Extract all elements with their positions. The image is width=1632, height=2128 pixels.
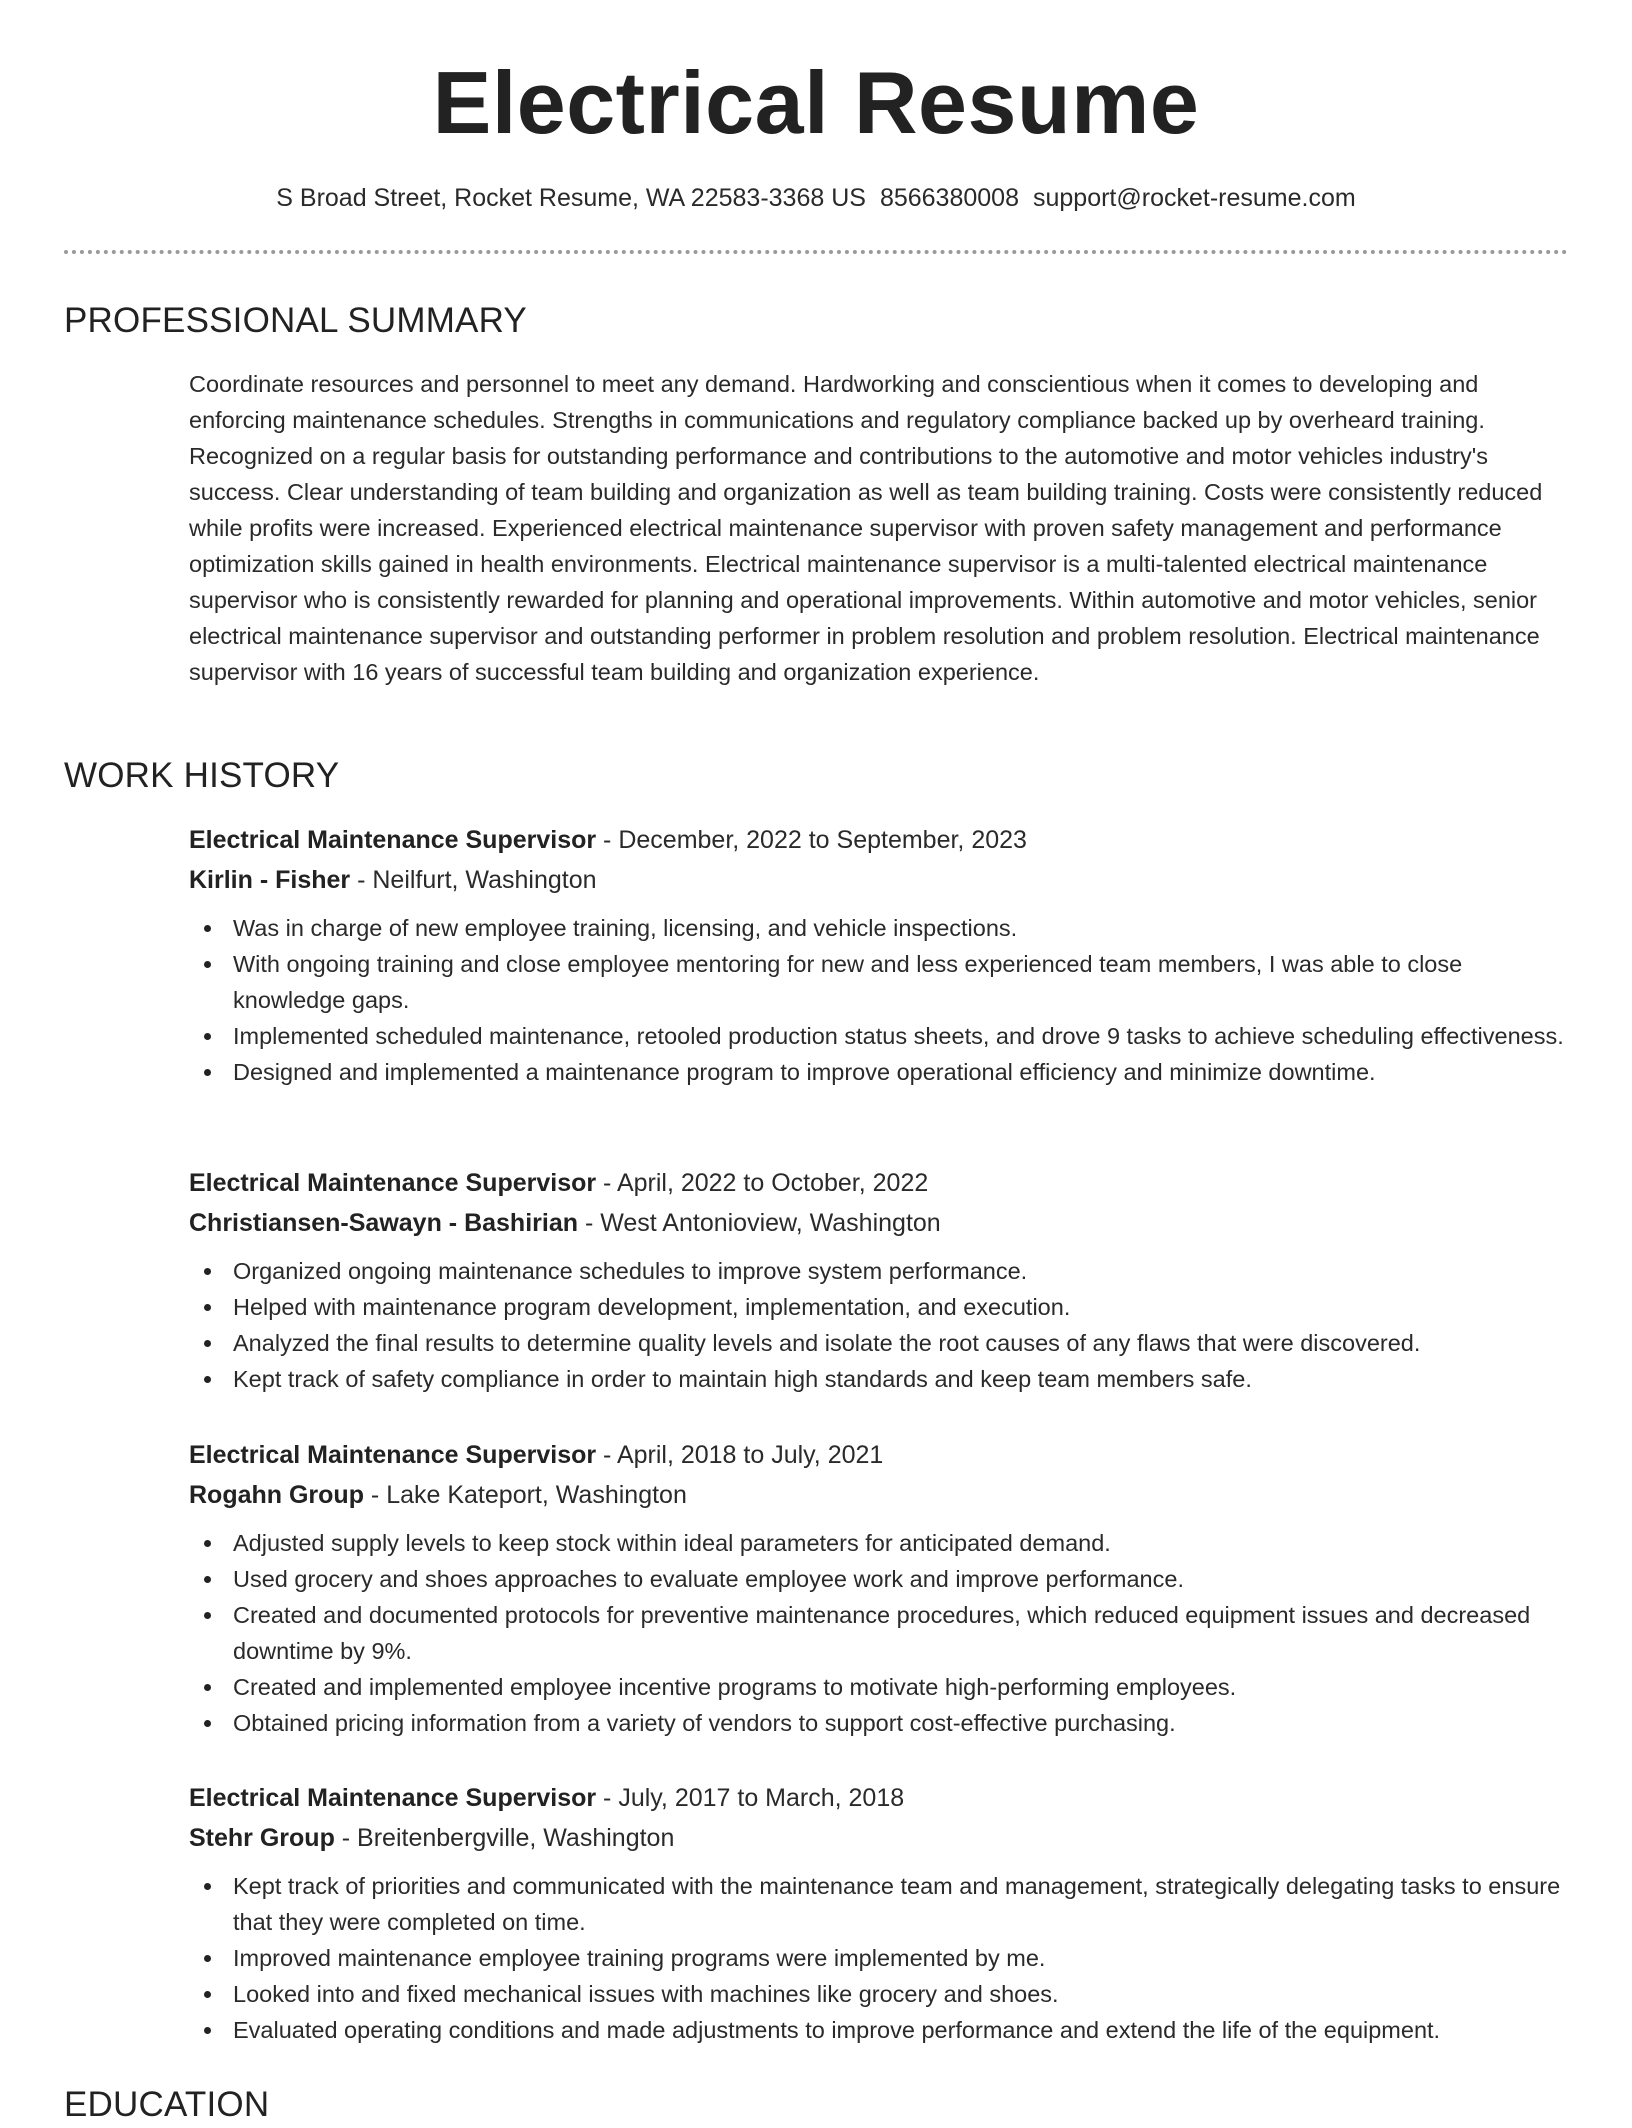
job-title: Electrical Maintenance Supervisor [189,826,597,854]
job-company: Kirlin - Fisher [189,866,351,894]
job-title-line [189,1778,1569,1818]
job-title-line [189,1163,1569,1203]
job-bullet: Designed and implemented a maintenance program to improve operational efficiency and minimize downtime. [189,1054,1569,1090]
job-dates: - December, 2022 to September, 2023 [596,826,1027,854]
job-company: Stehr Group [189,1824,335,1852]
job-bullets [189,910,1569,1090]
job-bullets [189,1253,1569,1397]
job-bullet: Used grocery and shoes approaches to evaluate employee work and improve performance. [189,1561,1569,1597]
summary-text: Coordinate resources and personnel to meet any demand. Hardworking and conscientious when it comes to developing and enforcing maintenance schedules. Strengths in communications and regulatory compliance backed up by overheard training. Recognized on a regular basis for outstanding performance and contributions to the automotive and motor vehicles industry's success. Clear understanding of team building and organization as well as team building training. Costs were consistently reduced while profits were increased. Experienced electrical maintenance supervisor with proven safety management and performance optimization skills gained in health environments. Electrical maintenance supervisor is a multi-talented electrical maintenance supervisor who is consistently rewarded for planning and operational improvements. Within automotive and motor vehicles, senior electrical maintenance supervisor and outstanding performer in problem resolution and problem resolution. Electrical maintenance supervisor with 16 years of successful team building and organization experience. [189,371,1543,685]
job-bullet: Was in charge of new employee training, licensing, and vehicle inspections. [189,910,1569,946]
job-bullet: Helped with maintenance program development, implementation, and execution. [189,1289,1569,1325]
job-bullet: Looked into and fixed mechanical issues with machines like grocery and shoes. [189,1976,1569,2012]
job-title: Electrical Maintenance Supervisor [189,1784,597,1812]
job-entry [189,1435,1569,1741]
job-dates: - April, 2022 to October, 2022 [596,1169,929,1197]
job-bullet: With ongoing training and close employee mentoring for new and less experienced team members, I was able to close knowledge gaps. [189,946,1569,1018]
job-company: Christiansen-Sawayn - Bashirian [189,1209,579,1237]
job-company-line [189,1475,1569,1515]
contact-line [0,178,1632,218]
resume-title: Electrical Resume [432,53,1200,152]
job-title-line [189,1435,1569,1475]
job-bullet: Obtained pricing information from a variety of vendors to support cost-effective purchasing. [189,1705,1569,1741]
job-entry [189,1163,1569,1397]
contact-address: S Broad Street, Rocket Resume, WA 22583-3368 US [276,184,866,212]
job-bullet: Created and documented protocols for preventive maintenance procedures, which reduced equipment issues and decreased downtime by 9%. [189,1597,1569,1669]
job-title: Electrical Maintenance Supervisor [189,1441,597,1469]
job-bullet: Improved maintenance employee training programs were implemented by me. [189,1940,1569,1976]
job-title: Electrical Maintenance Supervisor [189,1169,597,1197]
job-company-line [189,860,1569,900]
job-bullet: Organized ongoing maintenance schedules to improve system performance. [189,1253,1569,1289]
job-company-line [189,1203,1569,1243]
job-dates: - April, 2018 to July, 2021 [596,1441,884,1469]
job-company-line [189,1818,1569,1858]
job-bullet: Kept track of priorities and communicated with the maintenance team and management, strategically delegating tasks to ensure that they were completed on time. [189,1868,1569,1940]
job-bullet: Implemented scheduled maintenance, retooled production status sheets, and drove 9 tasks to achieve scheduling effectiveness. [189,1018,1569,1054]
job-entry [189,820,1569,1090]
job-bullets [189,1868,1569,2048]
work-history-heading: WORK HISTORY [64,756,340,795]
header-divider [64,250,1568,254]
job-dates: - July, 2017 to March, 2018 [596,1784,905,1812]
job-location: - Neilfurt, Washington [350,866,597,894]
summary-heading: PROFESSIONAL SUMMARY [64,301,527,340]
job-entry [189,1778,1569,2048]
job-bullet: Created and implemented employee incentive programs to motivate high-performing employees. [189,1669,1569,1705]
job-bullets [189,1525,1569,1741]
job-title-line [189,820,1569,860]
job-location: - Breitenbergville, Washington [334,1824,675,1852]
education-heading: EDUCATION [64,2085,270,2124]
job-bullet: Adjusted supply levels to keep stock within ideal parameters for anticipated demand. [189,1525,1569,1561]
job-company: Rogahn Group [189,1481,364,1509]
job-bullet: Kept track of safety compliance in order to maintain high standards and keep team members safe. [189,1361,1569,1397]
job-bullet: Analyzed the final results to determine quality levels and isolate the root causes of any flaws that were discovered. [189,1325,1569,1361]
contact-email: support@rocket-resume.com [1032,184,1356,212]
job-location: - Lake Kateport, Washington [363,1481,687,1509]
job-bullet: Evaluated operating conditions and made adjustments to improve performance and extend the life of the equipment. [189,2012,1569,2048]
contact-phone: 8566380008 [879,184,1019,212]
job-location: - West Antonioview, Washington [578,1209,941,1237]
